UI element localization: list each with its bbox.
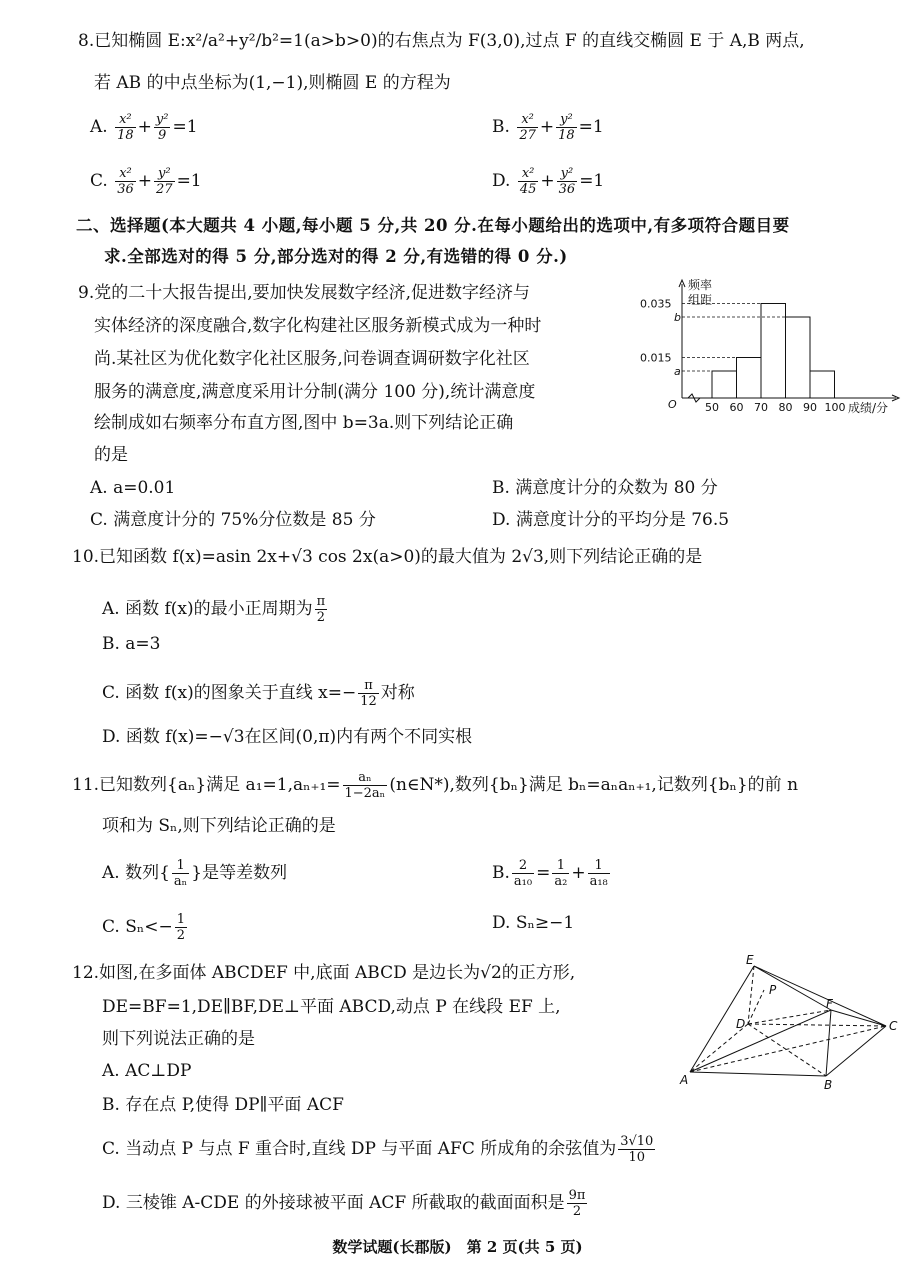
frac-num: 9π [568,1188,586,1203]
frac-num: 3√10 [620,1134,654,1149]
q9-stem-line3: 尚.某社区为优化数字化社区服务,问卷调查调研数字化社区 [94,349,530,369]
option-text: A. 函数 f(x)的最小正周期为 [102,599,313,619]
frac-num: 1 [172,858,189,874]
q10-option-a[interactable] [102,594,329,625]
frac-num: π [316,594,326,609]
section-heading-line2: 求.全部选对的得 5 分,部分选对的得 2 分,有选错的得 0 分.) [104,247,568,266]
x-tick-label: 90 [803,401,817,414]
vertex-label-c: C [889,1019,898,1033]
q12-option-d[interactable] [102,1188,589,1219]
option-text: C. 当动点 P 与点 F 重合时,直线 DP 与平面 AFC 所成角的余弦值为 [102,1139,617,1159]
option-letter: C. [90,171,108,191]
frac-den: 27 [156,182,173,197]
origin-label: O [668,398,677,411]
option-letter: B. [492,117,510,137]
edge-df [748,1010,831,1024]
vertex-label-d: D [736,1017,746,1031]
q8-option-d[interactable]: D. $\frac{\text{x²}}{45}$ + $\frac{\text{y²}}{36}$ =1 [492,166,605,197]
q10-stem: 10.已知函数 f(x)=asin 2x+√3 cos 2x(a>0)的最大值为 2√3,则下列结论正确的是 [72,547,703,567]
option-text: B. [492,863,510,883]
frac-den: a₁₀ [513,874,533,889]
histogram-bar [737,358,762,399]
q11-option-a[interactable] [102,858,287,889]
q9-option-d[interactable]: D. 满意度计分的平均分是 76.5 [492,510,730,530]
q9-option-b[interactable]: B. 满意度计分的众数为 80 分 [492,478,718,498]
frac-num: y² [557,166,578,182]
y-tick-label: a [674,365,681,378]
frac-den: 2 [572,1204,582,1219]
option-text: C. 函数 f(x)的图象关于直线 x=− [102,683,357,703]
vertex-label-e: E [746,953,754,967]
frac-num: x² [115,166,136,182]
q8-stem-line2: 若 AB 的中点坐标为(1,−1),则椭圆 E 的方程为 [94,73,451,93]
frac-den: 1−2aₙ [344,786,386,801]
option-letter: D. [492,171,511,191]
q8-option-c[interactable]: C. $\frac{\text{x²}}{36}$ + $\frac{\text{y²}}{27}$ =1 [90,166,202,197]
edge-fc [831,1010,886,1026]
option-text: 对称 [380,683,415,703]
edge-dp [748,990,764,1024]
x-axis-label: 成绩/分 [848,401,889,415]
histogram-bar [810,371,835,398]
equation-rhs: =1 [578,117,604,137]
edge-ef [754,966,831,1010]
vertex-label-f: F [826,997,833,1011]
q8-option-a[interactable]: A. $\frac{\text{x²}}{18}$ + $\frac{\text{y²}}{9}$ =1 [90,112,198,143]
y-tick-label: b [674,311,681,324]
q10-option-d[interactable]: D. 函数 f(x)=−√3在区间(0,π)内有两个不同实根 [102,727,473,747]
frac-den: aₙ [173,874,188,889]
q9-stem-line2: 实体经济的深度融合,数字化构建社区服务新模式成为一种时 [94,316,542,336]
q9-stem-line4: 服务的满意度,满意度采用计分制(满分 100 分),统计满意度 [94,382,536,402]
q10-option-b[interactable]: B. a=3 [102,634,161,654]
histogram-plot [640,277,899,415]
x-tick-label: 60 [729,401,744,414]
frac-num: π [358,678,379,694]
frac-den: 2 [176,928,185,943]
frac-den: 45 [519,182,537,197]
stem-text: (n∈N*),数列{bₙ}满足 bₙ=aₙaₙ₊₁,记数列{bₙ}的前 n [389,775,799,795]
histogram-bar [761,304,786,399]
q12-option-b[interactable]: B. 存在点 P,使得 DP∥平面 ACF [102,1095,344,1115]
frac-den: a₂ [554,874,568,889]
frac-den: 2 [316,610,326,625]
y-axis-label: 组距 [688,293,713,307]
frac-num: y² [556,112,577,128]
frequency-histogram [640,274,905,424]
frac-den: 36 [117,182,134,197]
page-footer: 数学试题(长郡版) 第 2 页(共 5 页) [332,1238,583,1256]
operator: + [571,863,586,883]
edge-ab [690,1072,826,1076]
option-text: C. Sₙ<− [102,917,173,937]
equation-rhs: =1 [172,117,198,137]
equation-rhs: =1 [176,171,202,191]
frac-den: 18 [558,128,575,143]
q11-option-d[interactable]: D. Sₙ≥−1 [492,913,575,933]
vertex-label-b: B [824,1078,833,1092]
q9-stem-line1: 9.党的二十大报告提出,要加快发展数字经济,促进数字经济与 [78,283,531,303]
frac-num: x² [517,112,538,128]
q9-stem-line6: 的是 [94,445,128,465]
polyhedron-figure [676,952,906,1092]
q11-stem-line2: 项和为 Sₙ,则下列结论正确的是 [102,816,336,836]
q11-option-b[interactable] [492,858,612,889]
q8-stem-line1: 8.已知椭圆 E:x²/a²+y²/b²=1(a>b>0)的右焦点为 F(3,0),过点 F 的直线交椭圆 E 于 A,B 两点, [78,31,805,51]
frac-den: 12 [360,694,377,709]
frac-num: 1 [552,858,569,874]
option-text: A. 数列{ [102,863,170,883]
y-tick-label: 0.035 [640,297,672,311]
frac-num: 2 [512,858,534,874]
x-tick-label: 70 [754,401,768,414]
frac-num: 1 [588,858,610,874]
frac-den: 18 [117,128,134,143]
frac-den: 36 [558,182,576,197]
frac-den: 9 [158,128,167,143]
x-tick-label: 50 [705,401,719,414]
q11-option-c[interactable] [102,912,189,943]
operator: = [536,863,551,883]
frac-num: x² [518,166,539,182]
edge-dc [748,1024,886,1026]
x-tick-label: 100 [824,401,846,414]
q12-stem-line3: 则下列说法正确的是 [102,1029,255,1049]
y-axis-label: 频率 [688,278,713,292]
frac-num: x² [115,112,136,128]
edge-db [748,1024,826,1076]
frac-den: a₁₈ [589,874,608,889]
q11-stem-line1 [72,770,798,801]
vertex-label-a: A [680,1073,689,1087]
q8-option-b[interactable]: B. $\frac{\text{x²}}{27}$ + $\frac{\text{y²}}{18}$ =1 [492,112,604,143]
histogram-bar [712,371,737,398]
option-letter: A. [90,117,108,137]
frac-num: aₙ [343,770,388,786]
frac-num: y² [154,166,175,182]
q9-option-a[interactable]: A. a=0.01 [90,478,176,498]
q9-option-c[interactable]: C. 满意度计分的 75%分位数是 85 分 [90,510,376,530]
x-tick-label: 80 [778,401,793,414]
vertex-label-p: P [769,983,777,997]
section-heading-line1: 二、选择题(本大题共 4 小题,每小题 5 分,共 20 分.在每小题给出的选项中,有多项符合题目要 [76,216,790,235]
edge-fb [826,1010,831,1076]
frac-den: 27 [519,128,536,143]
q12-option-a[interactable]: A. AC⊥DP [102,1061,192,1081]
edge-ac [690,1026,886,1072]
frac-num: y² [155,112,169,127]
y-tick-label: 0.015 [640,351,672,365]
stem-text: 11.已知数列{aₙ}满足 a₁=1,aₙ₊₁= [72,775,341,795]
frac-den: 10 [628,1150,646,1165]
q12-stem-line1: 12.如图,在多面体 ABCDEF 中,底面 ABCD 是边长为√2的正方形, [72,963,576,983]
q9-stem-line5: 绘制成如右频率分布直方图,图中 b=3a.则下列结论正确 [94,413,514,433]
option-text: D. 三棱锥 A-CDE 的外接球被平面 ACF 所截取的截面面积是 [102,1193,565,1213]
equation-rhs: =1 [579,171,605,191]
histogram-bar [786,317,811,398]
q10-option-c[interactable] [102,678,415,709]
q12-stem-line2: DE=BF=1,DE∥BF,DE⊥平面 ABCD,动点 P 在线段 EF 上, [102,997,561,1017]
q12-option-c[interactable] [102,1134,657,1165]
edge-af [690,1010,831,1072]
option-text: }是等差数列 [191,863,288,883]
frac-num: 1 [176,912,185,927]
